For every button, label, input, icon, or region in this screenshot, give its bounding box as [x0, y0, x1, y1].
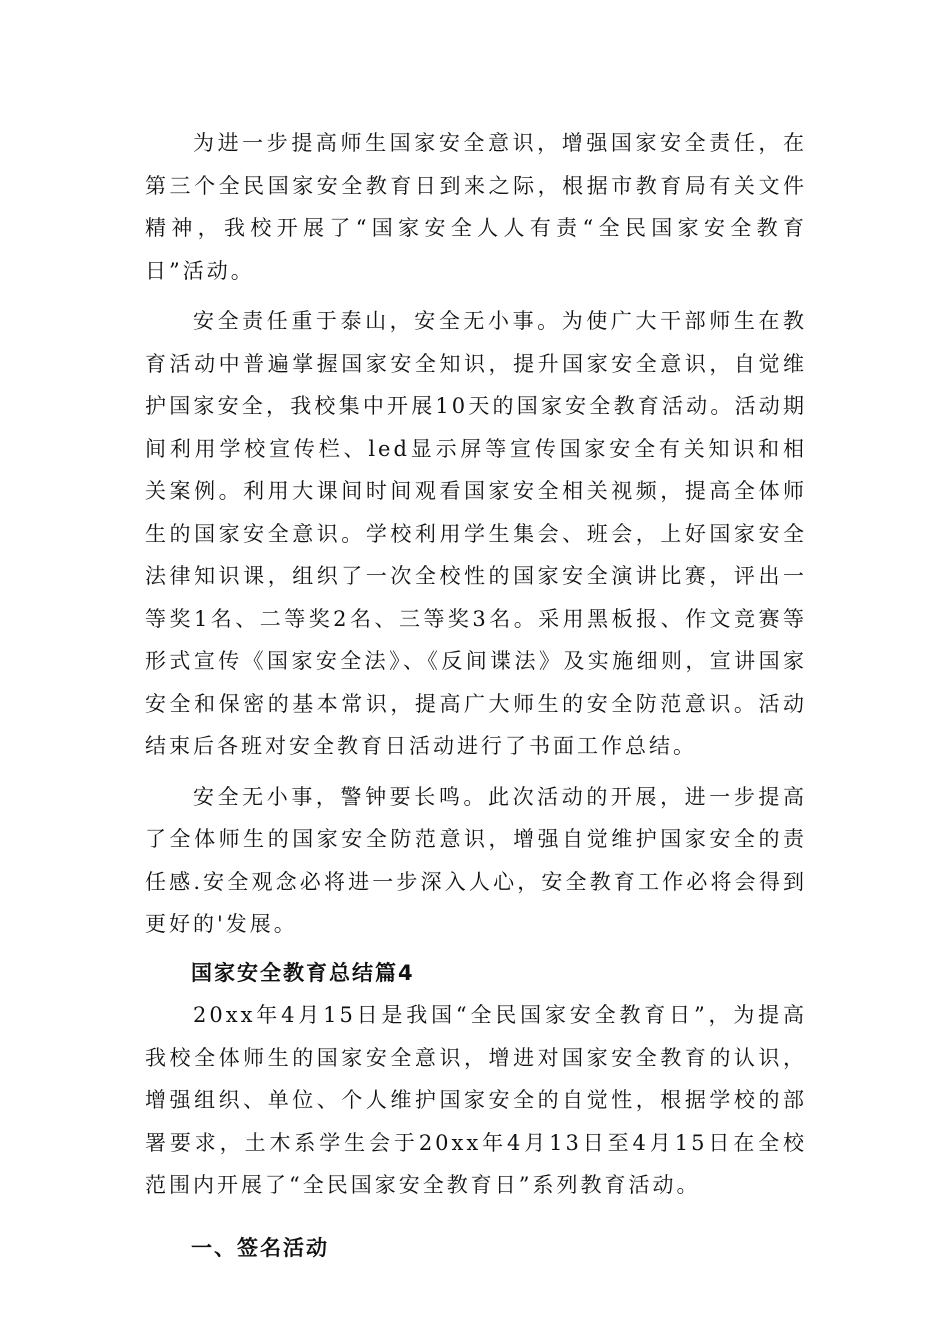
document-body	[145, 122, 807, 1269]
paragraph-section-intro: 20xx年4月15日是我国“全民国家安全教育日”，为提高我校全体师生的国家安全意识，增进对国家安全教育的认识，增强组织、单位、个人维护国家安全的自觉性，根据学校的部署要求，土木系学生会于20xx年4月13日至4月15日在全校范围内开展了“全民国家安全教育日”系列教育活动。	[145, 1003, 807, 1197]
section-heading: 国家安全教育总结篇4	[191, 960, 415, 985]
paragraph-intro: 为进一步提高师生国家安全意识，增强国家安全责任，在第三个全民国家安全教育日到来之际，根据市教育局有关文件精神，我校开展了“国家安全人人有责“全民国家安全教育日”活动。	[145, 131, 807, 283]
paragraph-activities: 安全责任重于泰山，安全无小事。为使广大干部师生在教育活动中普遍掌握国家安全知识，提升国家安全意识，自觉维护国家安全，我校集中开展10天的国家安全教育活动。活动期间利用学校宣传栏、led显示屏等宣传国家安全有关知识和相关案例。利用大课间时间观看国家安全相关视频，提高全体师生的国家安全意识。学校利用学生集会、班会，上好国家安全法律知识课，组织了一次全校性的国家安全演讲比赛，评出一等奖1名、二等奖2名、三等奖3名。采用黑板报、作文竞赛等形式宣传《国家安全法》、《反间谍法》及实施细则，宣讲国家安全和保密的基本常识，提高广大师生的安全防范意识。活动结束后各班对安全教育日活动进行了书面工作总结。	[145, 309, 807, 758]
subheading-signature-activity: 一、签名活动	[191, 1235, 329, 1260]
paragraph-conclusion: 安全无小事，警钟要长鸣。此次活动的开展，进一步提高了全体师生的国家安全防范意识，增强自觉维护国家安全的责任感.安全观念必将进一步深入人心，安全教育工作必将会得到更好的'发展。	[145, 784, 807, 936]
